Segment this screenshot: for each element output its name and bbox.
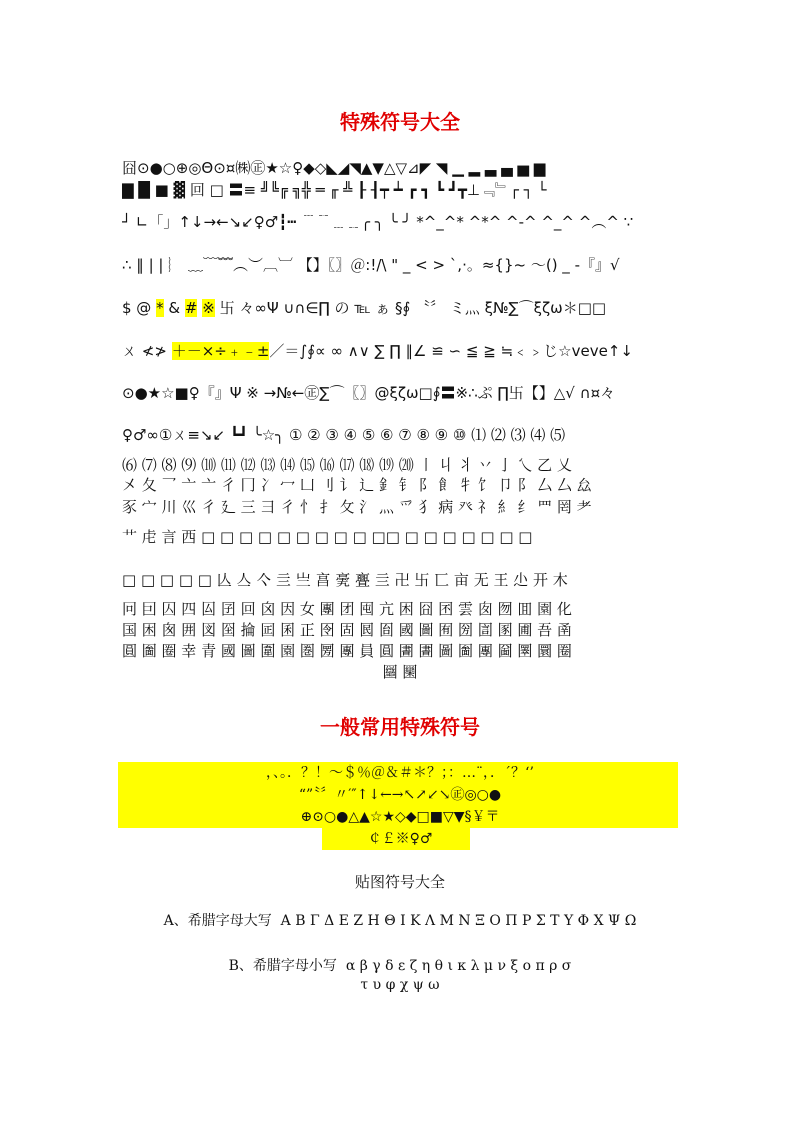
- symbol-line-10: 㐅 夂 乛 亠 亠 彳 冂 冫 冖 凵 刂 讠 辶 釒 钅 阝 飠 牜 饣 卩 阝 厶 厶 厽: [122, 476, 592, 494]
- symbol-line-11: 豕 宀 川 巛 彳 廴 三 彐 彳 忄 扌 攵 氵 灬 爫 犭 病 癶 礻 糹 纟 罒 罔 耂: [122, 498, 592, 516]
- symbol-line-3: ┘ ∟「」↑↓→←↘↙♀♂┇┅ ﹉﹊﹍﹎╭ ╮ ╰ ╯ *^_^* ^*^ ^-^ ^_^ ^︵^ ∵: [122, 213, 634, 231]
- line6-rest: ／＝∫∮∝ ∞ ∧∨ ∑ ∏ ∥∠ ≌ ∽ ≦ ≧ ≒﹤﹥じ☆veve↑↓: [269, 342, 633, 360]
- symbol-line-4: ∴ ‖ | | ︴ ﹏﹋﹌︵︶︹︺ 【】〖〗＠:!/\ " _ < > `,·。≈{}~ ～() _ -『』√: [122, 256, 620, 274]
- symbol-line-6: [122, 341, 682, 361]
- greek-lowercase-letters: α β γ δ ε ζ η θ ι κ λ μ ν ξ ο π ρ σ: [345, 958, 572, 974]
- common-line-3: ⊕⊙○●△▲☆★◇◆□■▽▼§￥〒: [300, 809, 500, 825]
- symbol-line-13: □ □ □ □ □ 亾 亼 亽 亖 亗 亯 亴 亹 亖 卍 卐 匸 亩 无 王 尐 开 木: [122, 571, 568, 589]
- symbol-line-8: ♀♂∞①ㄨ≡↘↙ ┗┛ ╰☆╮ ① ② ③ ④ ⑤ ⑥ ⑦ ⑧ ⑨ ⑩ ⑴ ⑵ ⑶ ⑷ ⑸: [122, 426, 566, 444]
- symbol-line-5: [122, 298, 682, 318]
- greek-uppercase-letters: Α Β Γ Δ Ε Ζ Η Θ Ι Κ Λ Μ Ν Ξ Ο Π Ρ Σ Τ Υ Φ Χ Ψ Ω: [280, 913, 637, 929]
- line5-amp: &: [168, 299, 181, 317]
- highlight-reference-mark: ※: [202, 299, 215, 317]
- symbol-line-15: 国 困 囪 囲 図 囶 掄 囸 囷 正 囹 固 囻 囼 國 圖 囿 圀 圁 圂 圃 吾 圅: [122, 621, 572, 639]
- symbol-line-9: ⑹ ⑺ ⑻ ⑼ ⑽ ⑾ ⑿ ⒀ ⒁ ⒂ ⒃ ⒄ ⒅ ⒆ ⒇ 〡 丩 丬 丷 亅 乀 乙 乂: [122, 456, 572, 474]
- symbol-line-16: 圓 圗 圈 幸 青 國 圖 圍 園 圏 圐 團 員 圓 圕 圕 圖 圗 團 圙 圛 圜 圈: [122, 642, 572, 660]
- page-title: 特殊符号大全: [340, 110, 460, 134]
- greek-uppercase-label: A、希腊字母大写: [163, 913, 272, 929]
- highlight-star: *: [156, 299, 164, 317]
- symbol-line-7: ⊙●★☆■♀『』Ψ ※ →№←㊣∑⌒〖〗@ξζω□∮〓※∴ぷ ∏卐【】△√ ∩¤々: [122, 384, 616, 402]
- sticker-symbols-heading: 贴图符号大全: [354, 873, 445, 891]
- greek-lowercase-label: B、希腊字母小写: [228, 958, 337, 974]
- symbol-line-17: 圝 圞: [382, 663, 418, 681]
- symbol-line-12: 艹 虍 言 西 □ □ □ □ □ □ □ □ □ □□ □ □ □ □ □ □ □: [122, 528, 533, 546]
- common-line-4: ￠￡※♀♂: [367, 831, 433, 847]
- common-line-2: “”〝〞〃′″↑↓←→↖↗↙↘㊣◎○●: [298, 787, 502, 803]
- symbol-line-2: ▇ █ ■ ▓ 回 □ 〓≡ ╝╚╔ ╗╬ ═ ╓ ╩ ┠ ┨┯ ┷ ┏ ┓ ┗ ┛┳⊥﹃﹄┌ ┐ └: [122, 181, 547, 199]
- greek-lowercase-line-2: τ υ φ χ ψ ω: [360, 977, 440, 993]
- common-line-1: ，、。．？！～＄％＠＆＃＊？；：…¨，．´？‘’: [266, 765, 534, 781]
- symbol-line-1: 囧⊙●○⊕◎Θ⊙¤㈱㊣★☆♀◆◇◣◢◥▲▼△▽⊿◤ ◥ ▁ ▂ ▃ ▄ ▅ ▆: [122, 159, 546, 177]
- line6-start: ㄨ ≮≯: [122, 342, 172, 360]
- greek-uppercase-line: [0, 910, 800, 930]
- highlight-math-ops: ＋－×÷﹢﹣±: [171, 342, 270, 360]
- symbol-line-14: 冋 囙 囚 四 囜 囝 回 囟 因 女 團 团 囤 亢 困 囧 囨 雲 囱 囫 囬 園 化: [122, 600, 572, 618]
- line5-start: $ @: [122, 299, 157, 317]
- common-symbols-heading: 一般常用特殊符号: [320, 715, 480, 739]
- highlight-hash: #: [184, 299, 198, 317]
- line5-rest: 卐 々∞Ψ ∪∩∈∏ の ℡ ぁ §∮ 〝〞 ミ灬 ξ№∑⌒ξζω＊□□: [214, 299, 607, 317]
- greek-lowercase-line: [0, 955, 800, 975]
